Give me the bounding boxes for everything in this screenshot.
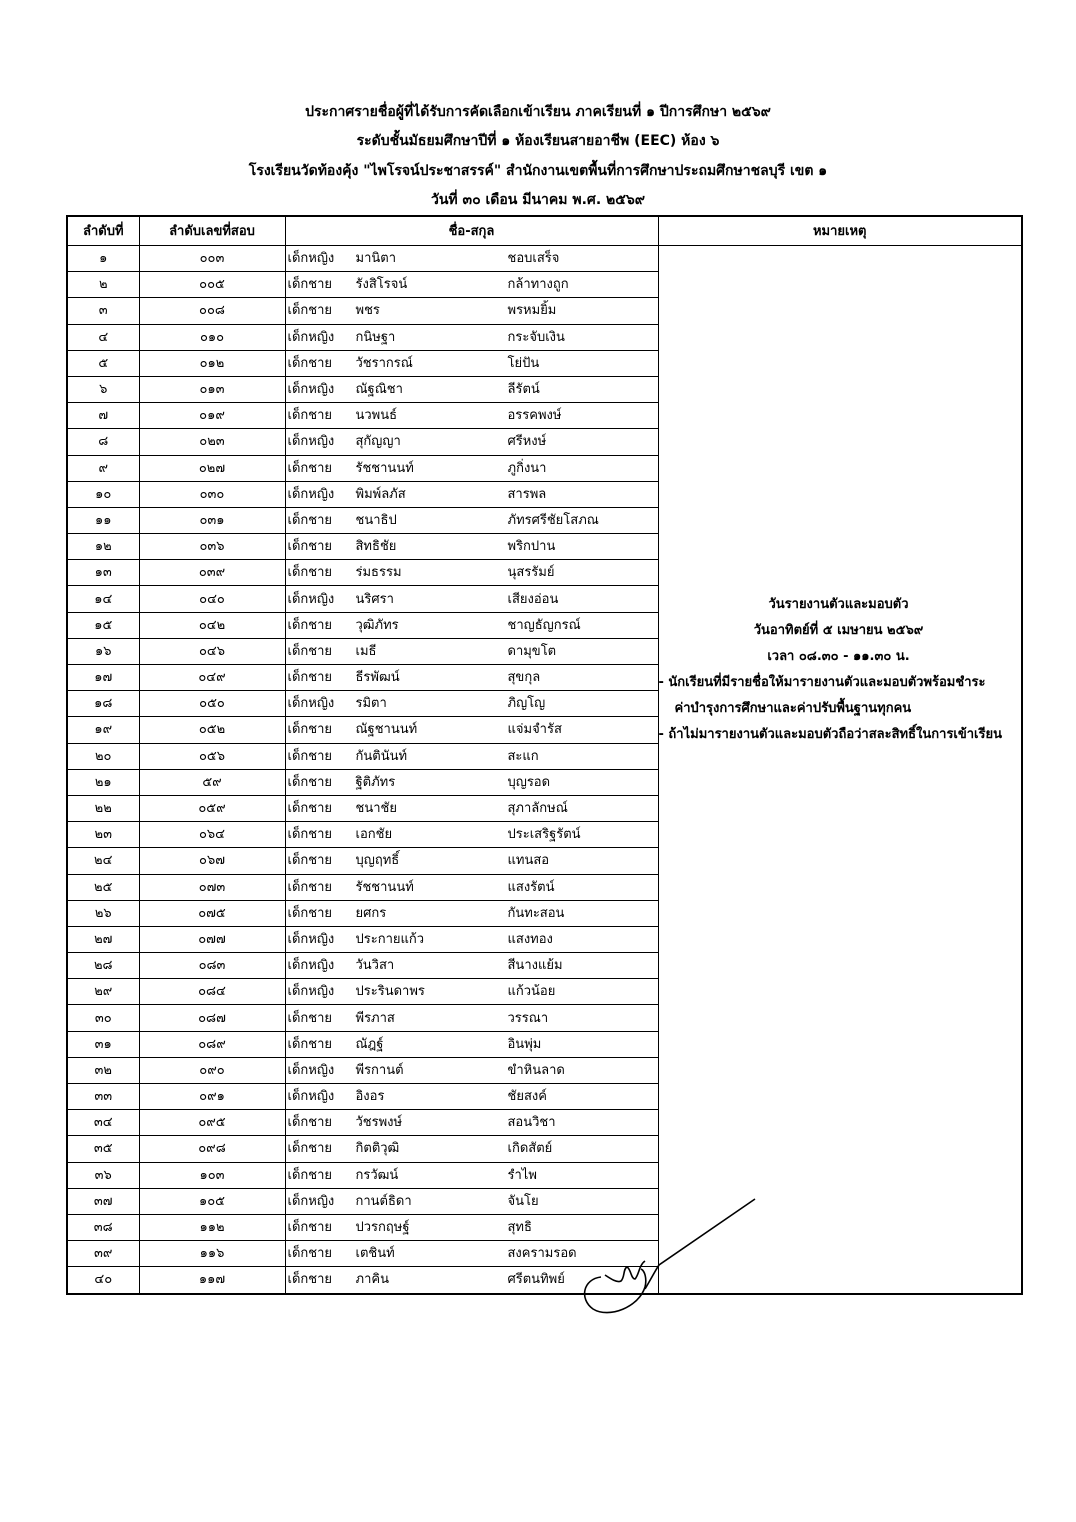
- name-title: เด็กชาย: [287, 512, 332, 528]
- exam-number: ๐๘๗: [139, 1005, 285, 1031]
- exam-number: ๐๙๕: [139, 1110, 285, 1136]
- exam-number: ๐๖๗: [139, 848, 285, 874]
- last-name: ภูกิ่งนา: [507, 460, 547, 476]
- name-title: เด็กชาย: [287, 853, 332, 869]
- report-time: เวลา ๐๘.๓๐ - ๑๑.๓๐ น.: [767, 649, 910, 664]
- first-name: วุฒิภัทร: [355, 617, 399, 633]
- order-number: ๓๕: [67, 1136, 139, 1162]
- name-title: เด็กชาย: [287, 827, 332, 843]
- exam-number: ๐๓๙: [139, 560, 285, 586]
- name-title: เด็กชาย: [287, 1246, 332, 1262]
- name-title: เด็กหญิง: [287, 486, 335, 502]
- student-full-name: [285, 246, 658, 272]
- student-full-name: [285, 926, 658, 952]
- last-name: วรรณา: [507, 1010, 549, 1026]
- order-number: ๓๗: [67, 1188, 139, 1214]
- student-full-name: [285, 743, 658, 769]
- student-full-name: [285, 979, 658, 1005]
- last-name: ดามุขโต: [507, 643, 557, 659]
- exam-number: ๐๖๔: [139, 822, 285, 848]
- first-name: พิมพ์ลภัส: [355, 486, 406, 502]
- exam-number: ๐๔๙: [139, 665, 285, 691]
- last-name: เสียงอ่อน: [507, 591, 559, 607]
- order-number: ๑๐: [67, 481, 139, 507]
- last-name: สุทธิ: [507, 1220, 532, 1236]
- student-full-name: [285, 1110, 658, 1136]
- last-name: สุภาลักษณ์: [507, 801, 568, 817]
- announcement-date: วันที่ ๓๐ เดือน มีนาคม พ.ศ. ๒๕๖๙: [431, 192, 645, 208]
- last-name: รำไพ: [507, 1167, 537, 1183]
- order-number: ๒๕: [67, 874, 139, 900]
- first-name: ธีรพัฒน์: [355, 670, 400, 686]
- last-name: สอนวิชา: [507, 1115, 556, 1131]
- first-name: ยศกร: [355, 905, 387, 921]
- first-name: ชนาชัย: [355, 801, 397, 817]
- first-name: รัชชานนท์: [355, 879, 414, 895]
- name-title: เด็กหญิง: [287, 984, 335, 1000]
- order-number: ๑: [67, 246, 139, 272]
- order-number: ๒๖: [67, 900, 139, 926]
- last-name: ศรีตนทิพย์: [507, 1272, 565, 1288]
- exam-number: ๐๒๓: [139, 429, 285, 455]
- exam-number: ๐๑๐: [139, 324, 285, 350]
- exam-number: ๐๕๖: [139, 743, 285, 769]
- order-number: ๓๒: [67, 1057, 139, 1083]
- order-number: ๓๔: [67, 1110, 139, 1136]
- student-full-name: [285, 481, 658, 507]
- student-full-name: [285, 1031, 658, 1057]
- exam-number: ๐๙๘: [139, 1136, 285, 1162]
- class-level-line: ระดับชั้นมัธยมศึกษาปีที่ ๑ ห้องเรียนสายอาชีพ (EEC) ห้อง ๖: [356, 133, 720, 149]
- first-name: กานต์ธิดา: [355, 1193, 412, 1209]
- first-name: ณัฐชานนท์: [355, 722, 418, 738]
- name-title: เด็กชาย: [287, 277, 332, 293]
- first-name: นวพนธ์: [355, 408, 398, 424]
- order-number: ๒๒: [67, 795, 139, 821]
- first-name: ณัฐณิชา: [355, 382, 403, 398]
- last-name: ประเสริฐรัตน์: [507, 827, 581, 843]
- first-name: สุกัญญา: [355, 434, 401, 450]
- name-title: เด็กหญิง: [287, 382, 335, 398]
- last-name: แทนสอ: [507, 853, 550, 869]
- order-number: ๓๖: [67, 1162, 139, 1188]
- order-number: ๒๗: [67, 926, 139, 952]
- column-header-order: ลำดับที่: [67, 216, 139, 246]
- student-full-name: [285, 822, 658, 848]
- last-name: พริกปาน: [507, 539, 556, 555]
- order-number: ๒๓: [67, 822, 139, 848]
- student-full-name: [285, 586, 658, 612]
- exam-number: ๐๐๕: [139, 272, 285, 298]
- student-full-name: [285, 534, 658, 560]
- name-title: เด็กหญิง: [287, 591, 335, 607]
- school-name-line: โรงเรียนวัดท้องคุ้ง "ไพโรจน์ประชาสรรค์" สำนักงานเขตพื้นที่การศึกษาประถมศึกษาชลบุรี เขต ๑: [248, 163, 828, 179]
- name-title: เด็กชาย: [287, 303, 332, 319]
- student-full-name: [285, 507, 658, 533]
- exam-number: ๐๓๐: [139, 481, 285, 507]
- first-name: เตชินท์: [355, 1246, 395, 1262]
- last-name: ชัยสงค์: [507, 1089, 547, 1105]
- exam-number: ๐๘๔: [139, 979, 285, 1005]
- order-number: ๒๐: [67, 743, 139, 769]
- first-name: สิทธิชัย: [355, 539, 397, 555]
- order-number: ๒: [67, 272, 139, 298]
- order-number: ๓: [67, 298, 139, 324]
- student-full-name: [285, 795, 658, 821]
- last-name: สารพล: [507, 486, 547, 502]
- first-name: ร่มธรรม: [355, 565, 402, 581]
- student-full-name: [285, 900, 658, 926]
- exam-number: ๐๙๐: [139, 1057, 285, 1083]
- name-title: เด็กชาย: [287, 1141, 332, 1157]
- student-full-name: [285, 1057, 658, 1083]
- exam-number: ๐๕๒: [139, 717, 285, 743]
- exam-number: ๐๐๘: [139, 298, 285, 324]
- order-number: ๔: [67, 324, 139, 350]
- name-title: เด็กหญิง: [287, 329, 335, 345]
- name-title: เด็กหญิง: [287, 696, 335, 712]
- first-name: กนิษฐา: [355, 329, 396, 345]
- first-name: วัชรพงษ์: [355, 1115, 403, 1131]
- order-number: ๔๐: [67, 1267, 139, 1294]
- name-title: เด็กชาย: [287, 905, 332, 921]
- name-title: เด็กหญิง: [287, 958, 335, 974]
- student-list-table: [66, 215, 1023, 1295]
- last-name: พรหมยิ้ม: [507, 303, 557, 319]
- name-title: เด็กหญิง: [287, 931, 335, 947]
- table-header-row: [67, 216, 1022, 246]
- name-title: เด็กชาย: [287, 1167, 332, 1183]
- first-name: วัชรากรณ์: [355, 355, 413, 371]
- name-title: เด็กหญิง: [287, 251, 335, 267]
- last-name: ภัทรศรีชัยโสภณ: [507, 512, 599, 528]
- last-name: แสงทอง: [507, 931, 553, 947]
- name-title: เด็กหญิง: [287, 1193, 335, 1209]
- exam-number: ๐๑๙: [139, 403, 285, 429]
- student-full-name: [285, 665, 658, 691]
- remark-note-payment: - นักเรียนที่มีรายชื่อให้มารายงานตัวและมอบตัวพร้อมชำระ: [658, 675, 986, 690]
- last-name: สุขกุล: [507, 670, 541, 686]
- name-title: เด็กหญิง: [287, 1062, 335, 1078]
- last-name: ชอบเสร็จ: [507, 251, 560, 267]
- first-name: รมิตา: [355, 696, 387, 712]
- first-name: ภาคิน: [355, 1272, 389, 1288]
- last-name: ภิญโญ: [507, 696, 546, 712]
- order-number: ๓๑: [67, 1031, 139, 1057]
- last-name: จันโย: [507, 1193, 539, 1209]
- order-number: ๑๘: [67, 691, 139, 717]
- order-number: ๒๑: [67, 769, 139, 795]
- student-full-name: [285, 874, 658, 900]
- exam-number: ๐๑๒: [139, 350, 285, 376]
- exam-number: ๑๑๖: [139, 1241, 285, 1267]
- remark-note-payment-cont: ค่าบำรุงการศึกษาและค่าปรับพื้นฐานทุกคน: [674, 701, 912, 716]
- exam-number: ๐๓๑: [139, 507, 285, 533]
- name-title: เด็กชาย: [287, 355, 332, 371]
- student-full-name: [285, 769, 658, 795]
- last-name: ลีรัตน์: [507, 382, 540, 398]
- last-name: แสงรัตน์: [507, 879, 555, 895]
- name-title: เด็กชาย: [287, 670, 332, 686]
- exam-number: ๑๐๓: [139, 1162, 285, 1188]
- last-name: ชาญธัญกรณ์: [507, 617, 581, 633]
- last-name: โย่ปัน: [507, 355, 540, 371]
- student-full-name: [285, 612, 658, 638]
- name-title: เด็กชาย: [287, 722, 332, 738]
- name-title: เด็กชาย: [287, 539, 332, 555]
- first-name: เอกชัย: [355, 827, 393, 843]
- column-header-remark: หมายเหตุ: [658, 216, 1022, 246]
- first-name: บุญฤทธิ์: [355, 853, 400, 869]
- remark-cell: [658, 246, 1022, 1294]
- last-name: กล้าทางถูก: [507, 277, 569, 293]
- last-name: สะแก: [507, 748, 539, 764]
- name-title: เด็กชาย: [287, 879, 332, 895]
- first-name: กิตติวุฒิ: [355, 1141, 400, 1157]
- order-number: ๘: [67, 429, 139, 455]
- student-full-name: [285, 272, 658, 298]
- exam-number: ๐๙๑: [139, 1084, 285, 1110]
- last-name: ศรีหงษ์: [507, 434, 547, 450]
- name-title: เด็กชาย: [287, 801, 332, 817]
- first-name: กรวัฒน์: [355, 1167, 399, 1183]
- first-name: รัชชานนท์: [355, 460, 414, 476]
- first-name: อิงอร: [355, 1089, 385, 1105]
- exam-number: ๑๐๕: [139, 1188, 285, 1214]
- order-number: ๕: [67, 350, 139, 376]
- name-title: เด็กชาย: [287, 1036, 332, 1052]
- last-name: บุญรอด: [507, 774, 551, 790]
- student-full-name: [285, 1084, 658, 1110]
- last-name: กระจับเงิน: [507, 329, 565, 345]
- exam-number: ๐๗๗: [139, 926, 285, 952]
- name-title: เด็กชาย: [287, 1220, 332, 1236]
- first-name: ปวรกฤษฐ์: [355, 1220, 410, 1236]
- order-number: ๙: [67, 455, 139, 481]
- name-title: เด็กชาย: [287, 1010, 332, 1026]
- last-name: กันทะสอน: [507, 905, 565, 921]
- student-list-body: [67, 246, 1022, 1294]
- order-number: ๓๙: [67, 1241, 139, 1267]
- name-title: เด็กชาย: [287, 565, 332, 581]
- name-title: เด็กชาย: [287, 1115, 332, 1131]
- first-name: ประรินดาพร: [355, 984, 425, 1000]
- student-full-name: [285, 1162, 658, 1188]
- name-title: เด็กชาย: [287, 408, 332, 424]
- student-full-name: [285, 560, 658, 586]
- name-title: เด็กหญิง: [287, 434, 335, 450]
- student-full-name: [285, 848, 658, 874]
- column-header-exam-number: ลำดับเลขที่สอบ: [139, 216, 285, 246]
- first-name: นริศรา: [355, 591, 394, 607]
- exam-number: ๑๑๒: [139, 1214, 285, 1240]
- last-name: นุสรรัมย์: [507, 565, 555, 581]
- exam-number: ๐๗๕: [139, 900, 285, 926]
- order-number: ๓๐: [67, 1005, 139, 1031]
- name-title: เด็กชาย: [287, 748, 332, 764]
- last-name: ขำหินลาด: [507, 1062, 565, 1078]
- student-full-name: [285, 350, 658, 376]
- first-name: วันวิสา: [355, 958, 395, 974]
- student-full-name: [285, 403, 658, 429]
- student-full-name: [285, 717, 658, 743]
- report-date: วันอาทิตย์ที่ ๕ เมษายน ๒๕๖๙: [753, 623, 924, 638]
- exam-number: ๐๕๐: [139, 691, 285, 717]
- order-number: ๒๙: [67, 979, 139, 1005]
- name-title: เด็กชาย: [287, 774, 332, 790]
- first-name: ณัฎฐ์: [355, 1036, 384, 1052]
- student-full-name: [285, 638, 658, 664]
- last-name: สงครามรอด: [507, 1246, 577, 1262]
- student-full-name: [285, 455, 658, 481]
- name-title: เด็กชาย: [287, 617, 332, 633]
- exam-number: ๕๙: [139, 769, 285, 795]
- order-number: ๑๔: [67, 586, 139, 612]
- exam-number: ๐๐๓: [139, 246, 285, 272]
- student-full-name: [285, 691, 658, 717]
- last-name: สีนางแย้ม: [507, 958, 563, 974]
- first-name: รังสิโรจน์: [355, 277, 408, 293]
- order-number: ๑๒: [67, 534, 139, 560]
- name-title: เด็กชาย: [287, 643, 332, 659]
- remark-text: [659, 592, 1019, 748]
- announcement-title: ประกาศรายชื่อผู้ที่ได้รับการคัดเลือกเข้าเรียน ภาคเรียนที่ ๑ ปีการศึกษา ๒๕๖๙: [305, 104, 771, 120]
- table-row: [67, 246, 1022, 272]
- exam-number: ๐๕๙: [139, 795, 285, 821]
- name-title: เด็กชาย: [287, 460, 332, 476]
- student-full-name: [285, 429, 658, 455]
- remark-note-forfeit: - ถ้าไม่มารายงานตัวและมอบตัวถือว่าสละสิทธิ์ในการเข้าเรียน: [658, 727, 1002, 742]
- order-number: ๒๔: [67, 848, 139, 874]
- first-name: ชนาธิป: [355, 512, 397, 528]
- first-name: ประกายแก้ว: [355, 931, 425, 947]
- order-number: ๑๗: [67, 665, 139, 691]
- signature-icon: [575, 1195, 765, 1320]
- exam-number: ๐๒๗: [139, 455, 285, 481]
- report-day-heading: วันรายงานตัวและมอบตัว: [768, 597, 909, 612]
- order-number: ๖: [67, 376, 139, 402]
- first-name: พีรกานต์: [355, 1062, 404, 1078]
- exam-number: ๐๑๓: [139, 376, 285, 402]
- exam-number: ๐๘๙: [139, 1031, 285, 1057]
- last-name: เกิดสัตย์: [507, 1141, 553, 1157]
- last-name: อินพุ่ม: [507, 1036, 542, 1052]
- order-number: ๑๕: [67, 612, 139, 638]
- first-name: เมธี: [355, 643, 377, 659]
- exam-number: ๐๔๖: [139, 638, 285, 664]
- student-full-name: [285, 953, 658, 979]
- last-name: อรรคพงษ์: [507, 408, 562, 424]
- first-name: กันตินันท์: [355, 748, 408, 764]
- exam-number: ๐๔๐: [139, 586, 285, 612]
- exam-number: ๐๘๓: [139, 953, 285, 979]
- order-number: ๑๖: [67, 638, 139, 664]
- last-name: แจ่มจำรัส: [507, 722, 562, 738]
- student-full-name: [285, 376, 658, 402]
- student-full-name: [285, 1005, 658, 1031]
- student-full-name: [285, 1136, 658, 1162]
- order-number: ๑๓: [67, 560, 139, 586]
- first-name: พีรภาส: [355, 1010, 395, 1026]
- exam-number: ๐๗๓: [139, 874, 285, 900]
- exam-number: ๐๔๒: [139, 612, 285, 638]
- exam-number: ๐๓๖: [139, 534, 285, 560]
- name-title: เด็กชาย: [287, 1272, 332, 1288]
- order-number: ๑๙: [67, 717, 139, 743]
- order-number: ๑๑: [67, 507, 139, 533]
- order-number: ๒๘: [67, 953, 139, 979]
- exam-number: ๑๑๗: [139, 1267, 285, 1294]
- first-name: มานิตา: [355, 251, 396, 267]
- column-header-full-name: ชื่อ-สกุล: [285, 216, 658, 246]
- first-name: พชร: [355, 303, 380, 319]
- last-name: แก้วน้อย: [507, 984, 556, 1000]
- student-full-name: [285, 324, 658, 350]
- student-full-name: [285, 298, 658, 324]
- order-number: ๓๓: [67, 1084, 139, 1110]
- first-name: ฐิติภัทร: [355, 774, 396, 790]
- name-title: เด็กหญิง: [287, 1089, 335, 1105]
- order-number: ๗: [67, 403, 139, 429]
- order-number: ๓๘: [67, 1214, 139, 1240]
